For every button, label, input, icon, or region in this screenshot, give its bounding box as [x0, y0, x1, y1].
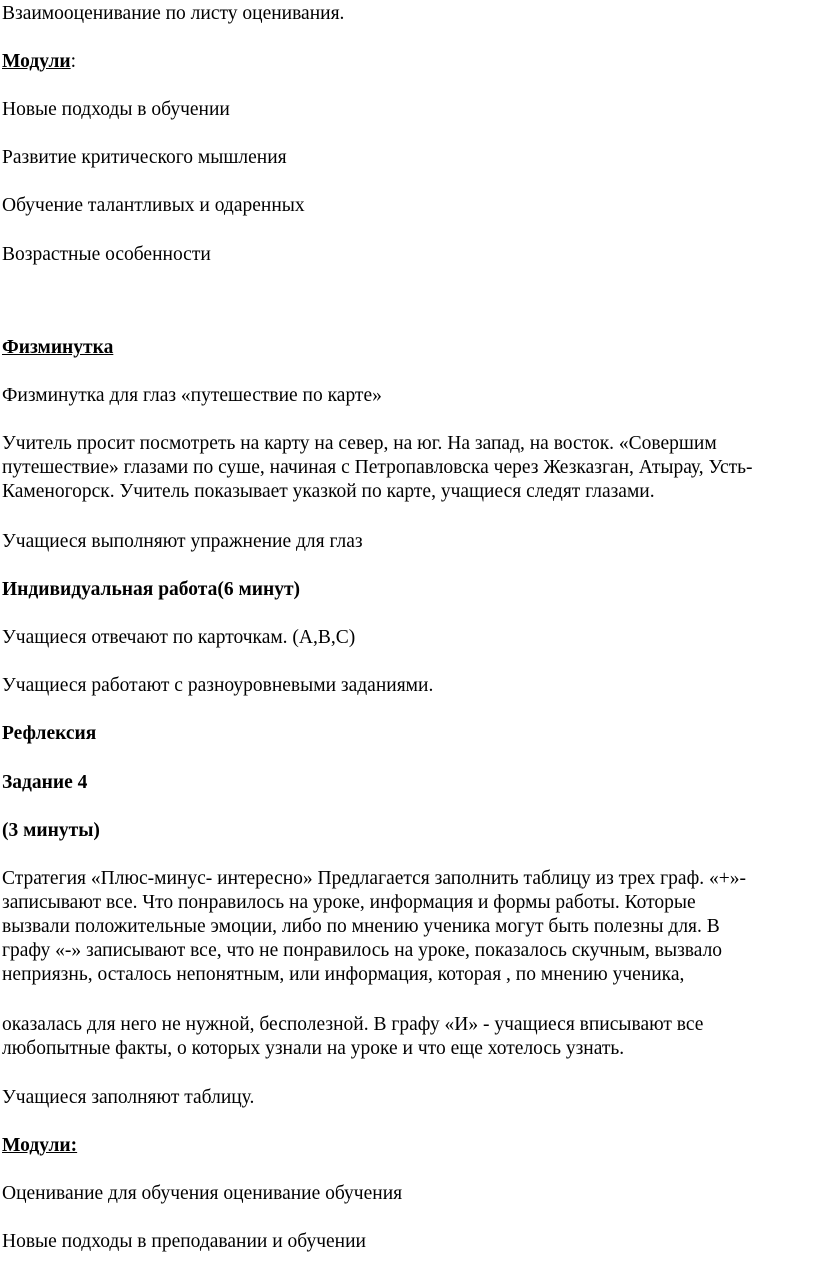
reflection-students: Учащиеся заполняют таблицу. — [2, 1087, 255, 1108]
module-item: Новые подходы в преподавании и обучении — [2, 1231, 366, 1252]
fizminutka-students: Учащиеся выполняют упражнение для глаз — [2, 531, 363, 552]
module-item: Новые подходы в обучении — [2, 99, 230, 120]
modules-heading-label: Модули — [2, 51, 71, 72]
fizminutka-subtitle: Физминутка для глаз «путешествие по карте» — [2, 385, 382, 406]
modules-heading-colon: : — [70, 51, 77, 72]
modules-heading — [2, 50, 76, 74]
strategy-line: графу «-» записывают все, что не понравилось на уроке, показалось скучным, вызвало — [2, 940, 723, 961]
strategy-line: вызвали положительные эмоции, либо по мнению ученика могут быть полезны для. В — [2, 916, 720, 937]
task-heading: Задание 4 — [2, 772, 88, 793]
modules-heading-2: Модули: — [2, 1135, 78, 1156]
fizminutka-heading: Физминутка — [2, 337, 114, 358]
fizminutka-description-line: Каменогорск. Учитель показывает указкой по карте, учащиеся следят глазами. — [2, 481, 655, 502]
strategy-line: записывают все. Что понравилось на уроке, информация и формы работы. Которые — [2, 892, 696, 913]
module-item: Развитие критического мышления — [2, 147, 287, 168]
task-time: (3 минуты) — [2, 820, 100, 841]
module-item: Обучение талантливых и одаренных — [2, 195, 305, 216]
module-item: Оценивание для обучения оценивание обучения — [2, 1183, 403, 1204]
fizminutka-description-line: Учитель просит посмотреть на карту на север, на юг. На запад, на восток. «Совершим — [2, 433, 717, 454]
reflection-heading: Рефлексия — [2, 723, 97, 744]
individual-line-2: Учащиеся работают с разноуровневыми заданиями. — [2, 675, 434, 696]
individual-line-1: Учащиеся отвечают по карточкам. (А,В,С) — [2, 627, 356, 648]
strategy-line: оказалась для него не нужной, бесполезной. В графу «И» - учащиеся вписывают все — [2, 1014, 704, 1035]
strategy-line: Стратегия «Плюс-минус- интересно» Предлагается заполнить таблицу из трех граф. «+»- — [2, 868, 746, 889]
fizminutka-description-line: путешествие» глазами по суше, начиная с Петропавловска через Жезказган, Атырау, Усть- — [2, 457, 753, 478]
individual-heading: Индивидуальная работа(6 минут) — [2, 579, 301, 600]
module-item: Возрастные особенности — [2, 244, 211, 265]
strategy-description — [2, 867, 814, 987]
strategy-line: любопытные факты, о которых узнали на уроке и что еще хотелось узнать. — [2, 1038, 625, 1059]
strategy-continuation — [2, 1013, 814, 1061]
fizminutka-description — [2, 432, 814, 504]
intro-text: Взаимооценивание по листу оценивания. — [2, 3, 345, 24]
strategy-line: неприязнь, осталось непонятным, или информация, которая , по мнению ученика, — [2, 964, 685, 985]
